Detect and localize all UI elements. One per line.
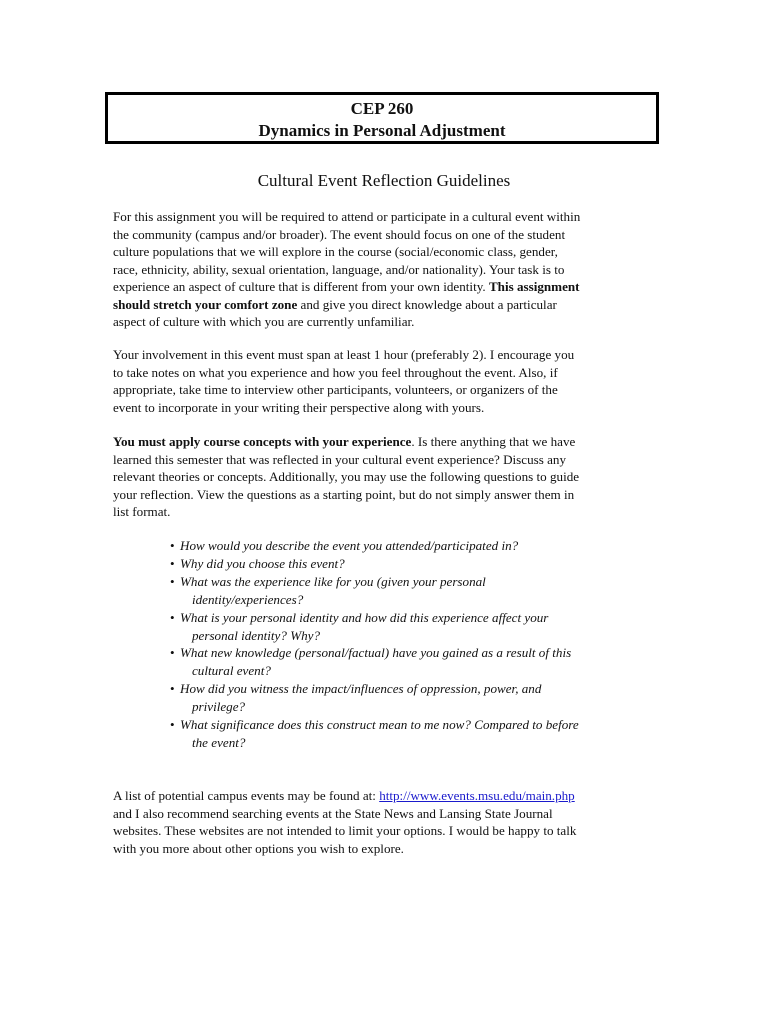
bullet-icon: • <box>170 681 175 697</box>
question-text: How did you witness the impact/influences of oppression, power, and <box>180 681 542 697</box>
paragraph-line <box>113 433 661 451</box>
assignment-paragraph <box>113 208 661 331</box>
paragraph-line <box>113 296 661 314</box>
paragraph-line: appropriate, take time to interview other participants, volunteers, or organizers of the <box>113 382 558 397</box>
events-link[interactable]: http://www.events.msu.edu/main.php <box>379 788 575 803</box>
paragraph-text: . Is there anything that we have <box>411 434 576 449</box>
campus-events-paragraph <box>113 787 661 857</box>
question-item <box>170 680 670 716</box>
bullet-icon: • <box>170 555 175 571</box>
emphasis-text: This assignment <box>488 279 580 294</box>
paragraph-line: For this assignment you will be required to attend or participate in a cultural event within <box>113 209 581 224</box>
question-item <box>170 716 670 752</box>
question-item <box>170 644 670 680</box>
paragraph-text: experience an aspect of culture that is different from your own identity. <box>113 279 489 294</box>
bullet-icon: • <box>170 609 175 625</box>
paragraph-line: learned this semester that was reflected in your cultural event experience? Discuss any <box>113 451 567 467</box>
paragraph-line: list format. <box>113 504 171 519</box>
bullet-icon: • <box>170 645 175 661</box>
paragraph-line: websites. These websites are not intended to limit your options. I would be happy to talk <box>113 823 577 838</box>
question-text-continued: personal identity? Why? <box>192 627 321 643</box>
question-item <box>170 573 670 609</box>
paragraph-line: culture populations that we will explore in the course (social/economic class, gender, <box>113 244 558 259</box>
question-text: What significance does this construct mean to me now? Compared to before <box>180 717 579 733</box>
paragraph-line: event to incorporate in your writing their perspective along with yours. <box>113 399 485 415</box>
course-concepts-paragraph <box>113 433 661 521</box>
paragraph-line: your reflection. View the questions as a starting point, but do not simply answer them in <box>113 486 575 502</box>
emphasis-text: should stretch your comfort zone <box>113 296 298 312</box>
reflection-questions-list <box>170 537 670 752</box>
question-text-continued: cultural event? <box>192 663 271 679</box>
paragraph-line: to take notes on what you experience and how you feel throughout the event. Also, if <box>113 364 558 380</box>
bullet-icon: • <box>170 573 175 589</box>
paragraph-line: and I also recommend searching events at the State News and Lansing State Journal <box>113 805 553 821</box>
paragraph-line: Your involvement in this event must span at least 1 hour (preferably 2). I encourage you <box>113 347 575 362</box>
course-code: CEP 260 <box>350 99 414 118</box>
emphasis-text: You must apply course concepts with your experience <box>113 434 412 449</box>
paragraph-line <box>113 278 661 296</box>
question-text-continued: privilege? <box>192 699 246 715</box>
document-subtitle: Cultural Event Reflection Guidelines <box>257 171 511 190</box>
paragraph-line: aspect of culture with which you are currently unfamiliar. <box>113 314 415 329</box>
question-text-continued: the event? <box>192 734 246 750</box>
paragraph-text: and give you direct knowledge about a particular <box>297 296 557 312</box>
question-item <box>170 609 670 645</box>
paragraph-line: race, ethnicity, ability, sexual orientation, language, and/or nationality). Your task is to <box>113 261 565 277</box>
question-text: What is your personal identity and how did this experience affect your <box>180 609 549 625</box>
course-title: Dynamics in Personal Adjustment <box>258 121 506 140</box>
paragraph-line: the community (campus and/or broader). The event should focus on one of the student <box>113 226 566 242</box>
question-text: Why did you choose this event? <box>180 555 345 571</box>
paragraph-text: A list of potential campus events may be found at: <box>113 788 380 803</box>
course-title-box <box>105 92 659 144</box>
paragraph-line <box>113 787 661 805</box>
question-text: What new knowledge (personal/factual) have you gained as a result of this <box>180 645 572 661</box>
question-text: What was the experience like for you (given your personal <box>180 573 486 589</box>
paragraph-line: with you more about other options you wish to explore. <box>113 840 404 856</box>
bullet-icon: • <box>170 538 175 553</box>
question-item <box>170 537 670 555</box>
question-text: How would you describe the event you attended/participated in? <box>180 538 519 553</box>
paragraph-line: relevant theories or concepts. Additionally, you may use the following questions to guide <box>113 469 580 484</box>
question-item <box>170 555 670 573</box>
question-text-continued: identity/experiences? <box>192 591 304 607</box>
involvement-paragraph <box>113 346 661 416</box>
bullet-icon: • <box>170 717 175 733</box>
